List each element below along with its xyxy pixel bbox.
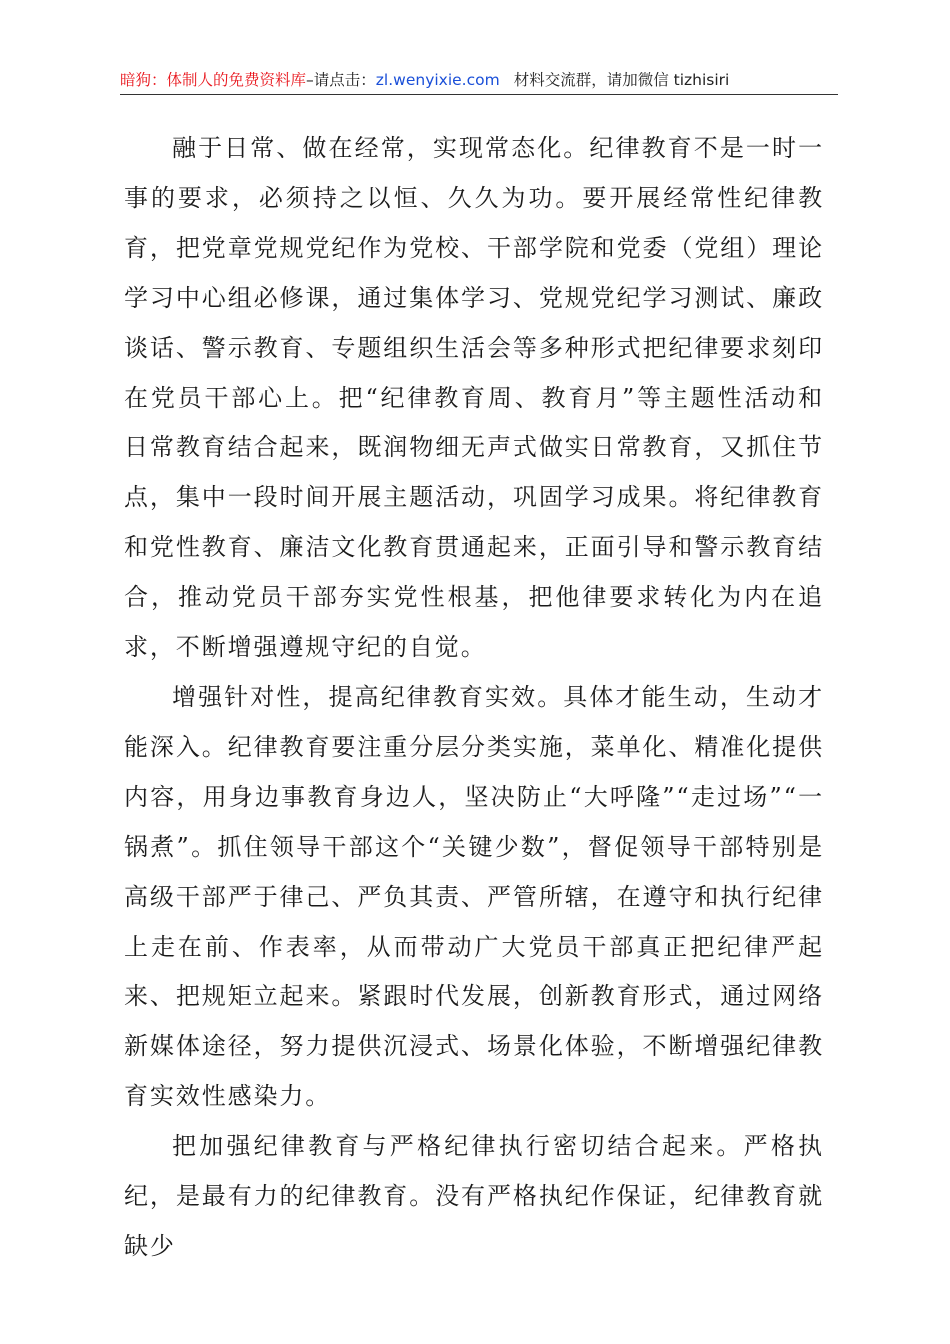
document-body bbox=[124, 124, 824, 1272]
page-header bbox=[120, 68, 838, 92]
header-site-label: 暗狗：体制人的免费资料库 bbox=[120, 71, 307, 89]
header-contact: 材料交流群，请加微信 tizhisiri bbox=[513, 71, 730, 89]
header-url-link[interactable]: zl.wenyixie.com bbox=[375, 71, 500, 89]
paragraph: 增强针对性，提高纪律教育实效。具体才能生动，生动才能深入。纪律教育要注重分层分类实施，菜单化、精准化提供内容，用身边事教育身边人，坚决防止“大呼隆”“走过场”“一锅煮”。抓住领导干部这个“关键少数”，督促领导干部特别是高级干部严于律己、严负其责、严管所辖，在遵守和执行纪律上走在前、作表率，从而带动广大党员干部真正把纪律严起来、把规矩立起来。紧跟时代发展，创新教育形式，通过网络新媒体途径，努力提供沉浸式、场景化体验，不断增强纪律教育实效性感染力。 bbox=[124, 682, 824, 1111]
paragraph: 融于日常、做在经常，实现常态化。纪律教育不是一时一事的要求，必须持之以恒、久久为功。要开展经常性纪律教育，把党章党规党纪作为党校、干部学院和党委（党组）理论学习中心组必修课，通过集体学习、党规党纪学习测试、廉政谈话、警示教育、专题组织生活会等多种形式把纪律要求刻印在党员干部心上。把“纪律教育周、教育月”等主题性活动和日常教育结合起来，既润物细无声式做实日常教育，又抓住节点，集中一段时间开展主题活动，巩固学习成果。将纪律教育和党性教育、廉洁文化教育贯通起来，正面引导和警示教育结合，推动党员干部夯实党性根基，把他律要求转化为内在追求，不断增强遵规守纪的自觉。 bbox=[124, 134, 824, 662]
header-divider bbox=[120, 94, 838, 95]
header-click-label: –请点击： bbox=[306, 71, 376, 89]
paragraph: 把加强纪律教育与严格纪律执行密切结合起来。严格执纪，是最有力的纪律教育。没有严格执纪作保证，纪律教育就缺少 bbox=[124, 1132, 824, 1260]
